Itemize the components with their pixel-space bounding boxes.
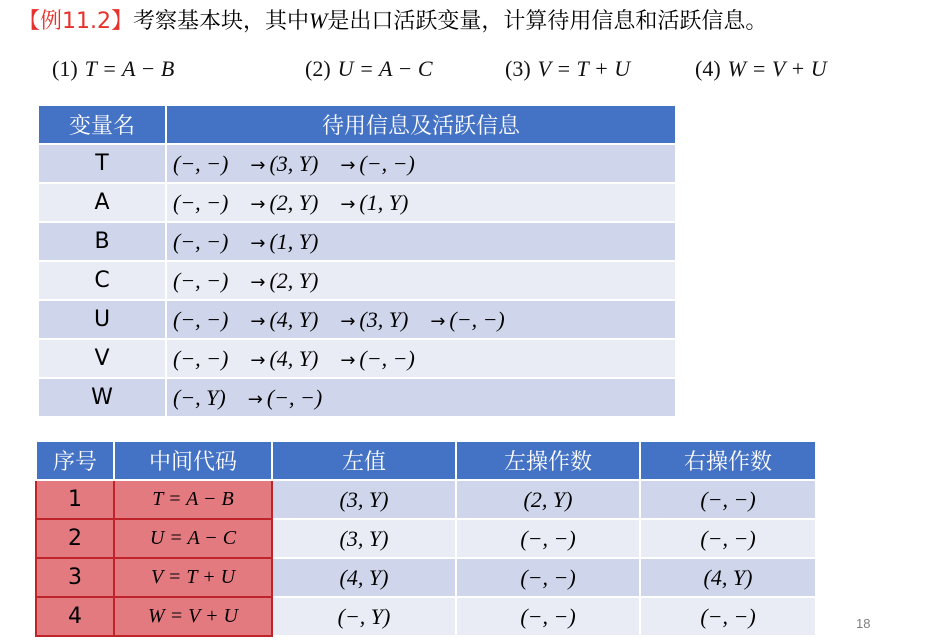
info-value: (2, Y) bbox=[269, 189, 319, 215]
code-cell: T = A − B bbox=[114, 480, 272, 519]
info-value: (4, Y) bbox=[269, 345, 319, 371]
equation-1: (1) T = A − B bbox=[52, 56, 175, 81]
left-value-cell: (3, Y) bbox=[272, 519, 456, 558]
info-value: (−, −) bbox=[359, 150, 415, 176]
variable-name-cell: A bbox=[38, 183, 166, 222]
equation-2: (2) U = A − C bbox=[305, 56, 433, 81]
info-value: (−, −) bbox=[266, 384, 323, 410]
info-update bbox=[250, 268, 318, 294]
variable-name-cell: T bbox=[38, 144, 166, 183]
info-update bbox=[248, 385, 322, 411]
info-update bbox=[250, 151, 318, 177]
variable-name-cell: U bbox=[38, 300, 166, 339]
info-update bbox=[340, 346, 414, 372]
equation-4: (4) W = V + U bbox=[695, 56, 827, 81]
left-operand-cell: (2, Y) bbox=[456, 480, 640, 519]
header-left-value: 左值 bbox=[272, 441, 456, 480]
arrow-right-icon: → bbox=[340, 193, 356, 215]
code-cell: W = V + U bbox=[114, 597, 272, 636]
header-right-operand: 右操作数 bbox=[640, 441, 816, 480]
info-update bbox=[340, 190, 408, 216]
initial-info: (−, −) bbox=[173, 267, 229, 293]
example-tag: 【例11.2】 bbox=[18, 9, 133, 34]
variable-name-cell: C bbox=[38, 261, 166, 300]
arrow-right-icon: → bbox=[340, 310, 356, 332]
variable-name-cell: V bbox=[38, 339, 166, 378]
info-value: (1, Y) bbox=[359, 189, 409, 215]
info-value: (−, −) bbox=[359, 345, 415, 371]
title-text-before: 考察基本块，其中 bbox=[133, 9, 310, 34]
initial-info: (−, −) bbox=[173, 228, 229, 254]
info-row bbox=[38, 222, 676, 261]
initial-info: (−, Y) bbox=[173, 384, 226, 410]
code-row bbox=[36, 480, 816, 519]
code-cell: V = T + U bbox=[114, 558, 272, 597]
code-row bbox=[36, 519, 816, 558]
info-row bbox=[38, 300, 676, 339]
info-value: (3, Y) bbox=[359, 306, 409, 332]
next-use-info-cell bbox=[166, 261, 676, 300]
next-use-info-cell bbox=[166, 222, 676, 261]
info-value: (2, Y) bbox=[269, 267, 319, 293]
arrow-right-icon: → bbox=[340, 349, 356, 371]
slide-title bbox=[18, 4, 767, 35]
next-use-info-cell bbox=[166, 300, 676, 339]
initial-info: (−, −) bbox=[173, 189, 229, 215]
right-operand-cell: (−, −) bbox=[640, 519, 816, 558]
info-row bbox=[38, 183, 676, 222]
code-cell: U = A − C bbox=[114, 519, 272, 558]
right-operand-cell: (−, −) bbox=[640, 597, 816, 636]
right-operand-cell: (−, −) bbox=[640, 480, 816, 519]
seq-cell: 3 bbox=[36, 558, 114, 597]
next-use-info-table bbox=[37, 104, 677, 418]
info-row bbox=[38, 261, 676, 300]
code-table-header bbox=[36, 441, 816, 480]
next-use-info-cell bbox=[166, 144, 676, 183]
header-left-operand: 左操作数 bbox=[456, 441, 640, 480]
variable-name-cell: B bbox=[38, 222, 166, 261]
info-value: (3, Y) bbox=[269, 150, 319, 176]
arrow-right-icon: → bbox=[250, 310, 266, 332]
initial-info: (−, −) bbox=[173, 306, 229, 332]
initial-info: (−, −) bbox=[173, 150, 229, 176]
arrow-right-icon: → bbox=[247, 388, 263, 410]
arrow-right-icon: → bbox=[250, 154, 266, 176]
left-operand-cell: (−, −) bbox=[456, 597, 640, 636]
info-row bbox=[38, 378, 676, 417]
header-variable-name: 变量名 bbox=[38, 105, 166, 144]
initial-info: (−, −) bbox=[173, 345, 229, 371]
intermediate-code-table bbox=[35, 440, 817, 637]
info-update bbox=[250, 229, 318, 255]
info-row bbox=[38, 339, 676, 378]
arrow-right-icon: → bbox=[340, 154, 356, 176]
arrow-right-icon: → bbox=[250, 271, 266, 293]
right-operand-cell: (4, Y) bbox=[640, 558, 816, 597]
equation-3: (3) V = T + U bbox=[505, 56, 631, 81]
info-update bbox=[430, 307, 504, 333]
info-row bbox=[38, 144, 676, 183]
header-next-use-info: 待用信息及活跃信息 bbox=[166, 105, 676, 144]
next-use-info-cell bbox=[166, 183, 676, 222]
info-update bbox=[250, 307, 318, 333]
left-value-cell: (4, Y) bbox=[272, 558, 456, 597]
info-table-header bbox=[38, 105, 676, 144]
title-text-after: 是出口活跃变量，计算待用信息和活跃信息。 bbox=[327, 9, 768, 34]
header-seq: 序号 bbox=[36, 441, 114, 480]
left-operand-cell: (−, −) bbox=[456, 558, 640, 597]
left-value-cell: (−, Y) bbox=[272, 597, 456, 636]
variable-name-cell: W bbox=[38, 378, 166, 417]
info-value: (−, −) bbox=[449, 306, 505, 332]
next-use-info-cell bbox=[166, 378, 676, 417]
left-value-cell: (3, Y) bbox=[272, 480, 456, 519]
code-row bbox=[36, 597, 816, 636]
info-update bbox=[340, 151, 414, 177]
info-update bbox=[250, 346, 318, 372]
arrow-right-icon: → bbox=[250, 193, 266, 215]
info-update bbox=[340, 307, 408, 333]
seq-cell: 1 bbox=[36, 480, 114, 519]
arrow-right-icon: → bbox=[250, 232, 266, 254]
code-row bbox=[36, 558, 816, 597]
info-value: (4, Y) bbox=[269, 306, 319, 332]
arrow-right-icon: → bbox=[250, 349, 266, 371]
title-variable: W bbox=[309, 8, 328, 33]
next-use-info-cell bbox=[166, 339, 676, 378]
info-value: (1, Y) bbox=[269, 228, 319, 254]
page-number: 18 bbox=[856, 616, 871, 631]
header-code: 中间代码 bbox=[114, 441, 272, 480]
info-update bbox=[250, 190, 318, 216]
seq-cell: 2 bbox=[36, 519, 114, 558]
left-operand-cell: (−, −) bbox=[456, 519, 640, 558]
seq-cell: 4 bbox=[36, 597, 114, 636]
arrow-right-icon: → bbox=[430, 310, 446, 332]
